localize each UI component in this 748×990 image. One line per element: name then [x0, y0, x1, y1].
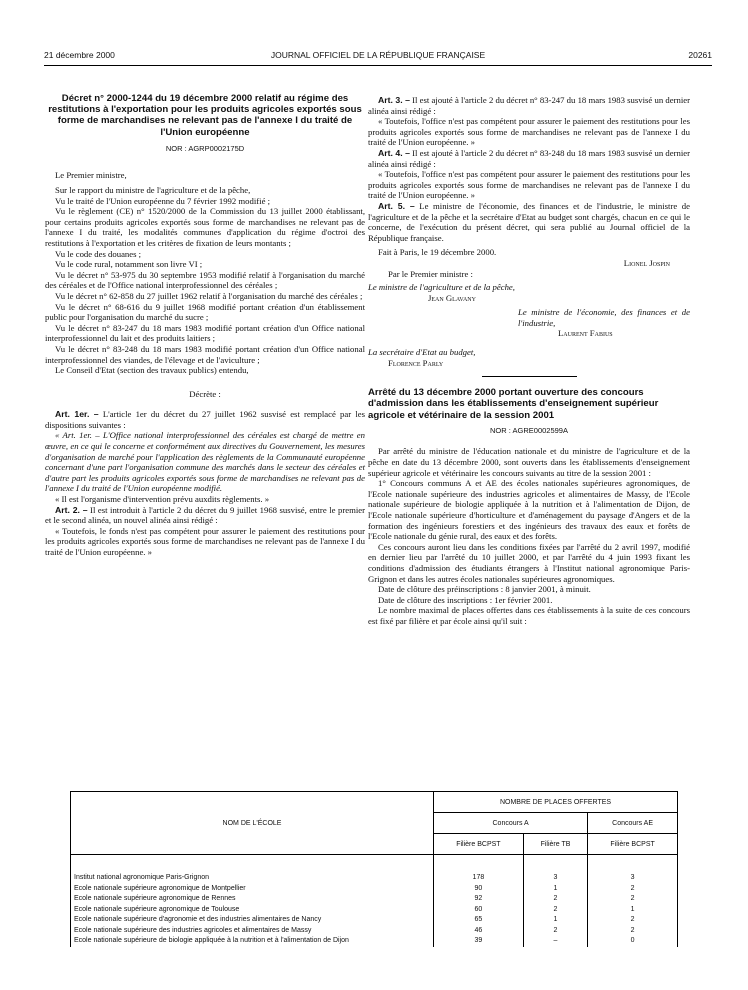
- table-row: [71, 936, 678, 947]
- bcpst-a-cell: 46: [434, 926, 524, 937]
- article-4-quote: « Toutefois, l'office n'est pas compétent pour assurer le paiement des restitutions pour les produits agricoles exportés sous forme de marchandises ne relevant pas de l'annexe I du traité de l'Union européenne. »: [368, 169, 690, 201]
- article-1-quote: « Art. 1er. – L'Office national interprofessionnel des céréales est chargé de mettre en œuvre, en ce qui le concerne et conformément aux directives du Gouvernement, les mesures d'organisation de marché pour l'application des règlements de la Communauté européenne concernant d'une part l'organisation commune des marchés dans le secteur des céréales et d'autre part les produits agricoles exportés sous forme de marchandises ne relevant pas de l'annexe I du traité de l'Union européenne modifié.: [45, 430, 365, 494]
- decret-visas: [45, 170, 365, 375]
- header-nom-ecole: NOM DE L'ÉCOLE: [71, 792, 434, 855]
- decret-title: Décret n° 2000-1244 du 19 décembre 2000 relatif au régime des restitutions à l'exportation pour les produits agricoles exportés sous forme de marchandises ne relevant pas de l'annexe I du traité de l'Union européenne: [48, 93, 362, 138]
- arrete-body: [368, 446, 690, 626]
- tb-a-cell: 2: [523, 926, 587, 937]
- bcpst-ae-cell: 2: [588, 884, 678, 895]
- left-column: [45, 93, 365, 558]
- signature-premier-ministre: Lionel Jospin: [623, 257, 670, 268]
- tb-a-cell: 1: [523, 915, 587, 926]
- tb-a-cell: 2: [523, 894, 587, 905]
- bcpst-a-cell: 90: [434, 884, 524, 895]
- article-4: [368, 148, 690, 169]
- paragraph: Vu le traité de l'Union européenne du 7 février 1992 modifié ;: [55, 195, 271, 206]
- header-filiere-tb-a: Filière TB: [523, 834, 587, 855]
- school-name-cell: Ecole nationale supérieure agronomique de Toulouse: [71, 905, 434, 916]
- header-page-number: 20261: [688, 50, 712, 60]
- article-4-text: Il est ajouté à l'article 2 du décret n° 83-248 du 18 mars 1983 susvisé un dernier alinéa ainsi rédigé :: [368, 147, 690, 169]
- article-3-text: Il est ajouté à l'article 2 du décret n° 83-247 du 18 mars 1983 susvisé un dernier alinéa ainsi rédigé :: [368, 95, 690, 116]
- signature-secretaire-budget: Florence Parly: [388, 357, 444, 368]
- bcpst-ae-cell: 3: [588, 855, 678, 884]
- bcpst-a-cell: 39: [434, 936, 524, 947]
- ministre-agriculture: Le ministre de l'agriculture et de la pêche,: [368, 282, 515, 293]
- paragraph: Vu le décret n° 83-248 du 18 mars 1983 modifié portant création d'un Office national interprofessionnel des viandes, de l'élevage et de l'aviculture ;: [45, 343, 365, 365]
- article-3-quote: « Toutefois, l'office n'est pas compétent pour assurer le paiement des restitutions pour les produits agricoles exportés sous forme de marchandises ne relevant pas de l'annexe I du traité de l'Union européenne. »: [368, 116, 690, 148]
- paragraph: Vu le décret n° 83-247 du 18 mars 1983 modifié portant création d'un Office national interprofessionnel du lait et des produits laitiers ;: [45, 322, 365, 344]
- school-name-cell: Ecole nationale supérieure d'agronomie et des industries alimentaires de Nancy: [71, 915, 434, 926]
- school-name-cell: Institut national agronomique Paris-Grignon: [71, 855, 434, 884]
- header-rule: [44, 65, 712, 66]
- arrete-title: Arrêté du 13 décembre 2000 portant ouverture des concours d'admission dans les établissements d'enseignement supérieur agricole et vétérinaire de la session 2001: [368, 387, 659, 421]
- tb-a-cell: 2: [523, 905, 587, 916]
- paragraph: 1° Concours communs A et AE des écoles nationales supérieures agronomiques, de l'Ecole nationale supérieure des industries agricoles et alimentaires de Massy, de l'Ecole nationale supérieure de biologie appliquée à la nutrition et à l'alimentation de Dijon, de l'Ecole nationale supérieure d'horticulture et d'aménagement du paysage d'Angers et de la formation des ingénieurs forestiers et des ingénieurs des travaux des eaux et forêts de l'Ecole nationale du génie rural, des eaux et des forêts.: [368, 478, 690, 542]
- article-5: [368, 201, 690, 243]
- paragraph: Sur le rapport du ministre de l'agriculture et de la pêche,: [55, 185, 251, 195]
- article-3: [368, 95, 690, 116]
- article-1-label: Art. 1er. –: [55, 409, 99, 420]
- paragraph: Vu le décret n° 62-858 du 27 juillet 1962 relatif à l'organisation du marché des céréales ;: [55, 290, 363, 301]
- signature-ministre-agriculture: Jean Glavany: [428, 292, 476, 303]
- paragraph: Ces concours auront lieu dans les conditions fixées par l'arrêté du 2 avril 1997, modifié en dernier lieu par l'arrêté du 10 juillet 2000, et par l'arrêté du 4 juin 1993 fixant les conditions d'admission des étudiants étrangers à l'Institut national agronomique Paris-Grignon et dans les autres écoles nationales supérieures agronomiques.: [368, 541, 690, 584]
- bcpst-ae-cell: 2: [588, 894, 678, 905]
- paragraph: Vu le code des douanes ;: [55, 248, 142, 259]
- article-2-quote: « Toutefois, le fonds n'est pas compétent pour assurer le paiement des restitutions pour les produits agricoles exportés sous forme de marchandises ne relevant pas de l'annexe I du traité de l'Union européenne. »: [45, 525, 365, 557]
- tb-a-cell: 1: [523, 884, 587, 895]
- secretaire-budget: La secrétaire d'Etat au budget,: [368, 347, 476, 358]
- table-row: [71, 884, 678, 895]
- tb-a-cell: –: [523, 936, 587, 947]
- paragraph: Le nombre maximal de places offertes dans ces établissements à la suite de ces concours est fixé par filière et par école ainsi qu'il suit :: [368, 605, 690, 626]
- paragraph: Date de clôture des préinscriptions : 8 janvier 2001, à minuit.: [378, 584, 591, 595]
- article-2: [45, 505, 365, 526]
- article-5-text: Le ministre de l'économie, des finances et de l'industrie, le ministre de l'agriculture et de la pêche et la secrétaire d'Etat au budget sont chargés, chacun en ce qui le concerne, de l'exécution du présent décret, qui sera publié au Journal officiel de la République française.: [368, 200, 690, 243]
- header-concours-a: Concours A: [434, 813, 588, 834]
- arrete-nor: NOR : AGRE0002599A: [490, 425, 568, 435]
- places-table: [70, 791, 678, 947]
- bcpst-ae-cell: 1: [588, 905, 678, 916]
- bcpst-a-cell: 92: [434, 894, 524, 905]
- decrete-label: Décrète :: [189, 388, 221, 399]
- bcpst-a-cell: 178: [434, 855, 524, 884]
- par-le-premier-ministre: Par le Premier ministre :: [388, 268, 473, 279]
- header-concours-ae: Concours AE: [588, 813, 678, 834]
- paragraph: Vu le décret n° 68-616 du 9 juillet 1968 modifié portant création d'un établissement public pour l'organisation du marché du sucre ;: [45, 301, 365, 323]
- ministre-economie: Le ministre de l'économie, des finances et de l'industrie,: [518, 307, 690, 328]
- header-nombre-places: NOMBRE DE PLACES OFFERTES: [434, 792, 678, 813]
- paragraph: Par arrêté du ministre de l'éducation nationale et du ministre de l'agriculture et de la pêche en date du 13 décembre 2000, sont ouverts dans les établissements d'enseignement supérieur agricole et vétérinaire les concours suivants au titre de la session 2001 :: [368, 446, 690, 478]
- header-journal-title: JOURNAL OFFICIEL DE LA RÉPUBLIQUE FRANÇAISE: [270, 50, 486, 60]
- paragraph: Le Premier ministre,: [55, 170, 127, 181]
- table-row: [71, 905, 678, 916]
- paragraph: Vu le règlement (CE) n° 1520/2000 de la Commission du 13 juillet 2000 établissant, pour certains produits agricoles exportés sous forme de marchandises ne relevant pas de l'annexe I du traité, les modalités communes d'application du régime d'octroi des restitutions à l'exportation et les critères de fixation de leurs montants ;: [45, 206, 365, 248]
- school-name-cell: Ecole nationale supérieure agronomique de Montpellier: [71, 884, 434, 895]
- article-5-label: Art. 5. –: [378, 200, 415, 211]
- article-2-text: Il est introduit à l'article 2 du décret du 9 juillet 1968 susvisé, entre le premier et le second alinéa, un nouvel alinéa ainsi rédigé :: [45, 504, 365, 526]
- page-header: [44, 50, 712, 64]
- right-column: [368, 95, 690, 627]
- bcpst-ae-cell: 2: [588, 915, 678, 926]
- signature-ministre-economie: Laurent Fabius: [558, 328, 613, 339]
- article-1: [45, 409, 365, 430]
- paragraph: Vu le décret n° 53-975 du 30 septembre 1953 modifié relatif à l'organisation du marché des céréales et de l'Office national interprofessionnel des céréales ;: [45, 269, 365, 291]
- paragraph: Le Conseil d'Etat (section des travaux publics) entendu,: [55, 365, 249, 376]
- paragraph: Vu le code rural, notamment son livre VI ;: [55, 259, 203, 270]
- header-filiere-bcpst-ae: Filière BCPST: [588, 834, 678, 855]
- table-row: [71, 855, 678, 884]
- article-1-quote-2: « Il est l'organisme d'intervention prévu auxdits règlements. »: [55, 494, 270, 505]
- header-date: 21 décembre 2000: [44, 50, 115, 60]
- table-row: [71, 894, 678, 905]
- article-4-label: Art. 4. –: [378, 147, 410, 158]
- fait-a-paris: Fait à Paris, le 19 décembre 2000.: [378, 247, 497, 258]
- table-row: [71, 926, 678, 937]
- bcpst-a-cell: 60: [434, 905, 524, 916]
- bcpst-ae-cell: 2: [588, 926, 678, 937]
- bcpst-a-cell: 65: [434, 915, 524, 926]
- header-filiere-bcpst-a: Filière BCPST: [434, 834, 524, 855]
- tb-a-cell: 3: [523, 855, 587, 884]
- decret-nor: NOR : AGRP0002175D: [165, 143, 245, 153]
- school-name-cell: Ecole nationale supérieure de biologie appliquée à la nutrition et à l'alimentation de Dijon: [71, 936, 434, 947]
- school-name-cell: Ecole nationale supérieure des industries agricoles et alimentaires de Massy: [71, 926, 434, 937]
- places-table-body: [71, 855, 678, 947]
- bcpst-ae-cell: 0: [588, 936, 678, 947]
- separator-rule: [482, 376, 577, 377]
- table-row: [71, 915, 678, 926]
- article-2-label: Art. 2. –: [55, 504, 88, 515]
- paragraph: Date de clôture des inscriptions : 1er février 2001.: [378, 594, 553, 605]
- article-1-text: L'article 1er du décret du 27 juillet 1962 susvisé est remplacé par les dispositions suivantes :: [45, 409, 365, 430]
- school-name-cell: Ecole nationale supérieure agronomique de Rennes: [71, 894, 434, 905]
- article-3-label: Art. 3. –: [378, 95, 410, 105]
